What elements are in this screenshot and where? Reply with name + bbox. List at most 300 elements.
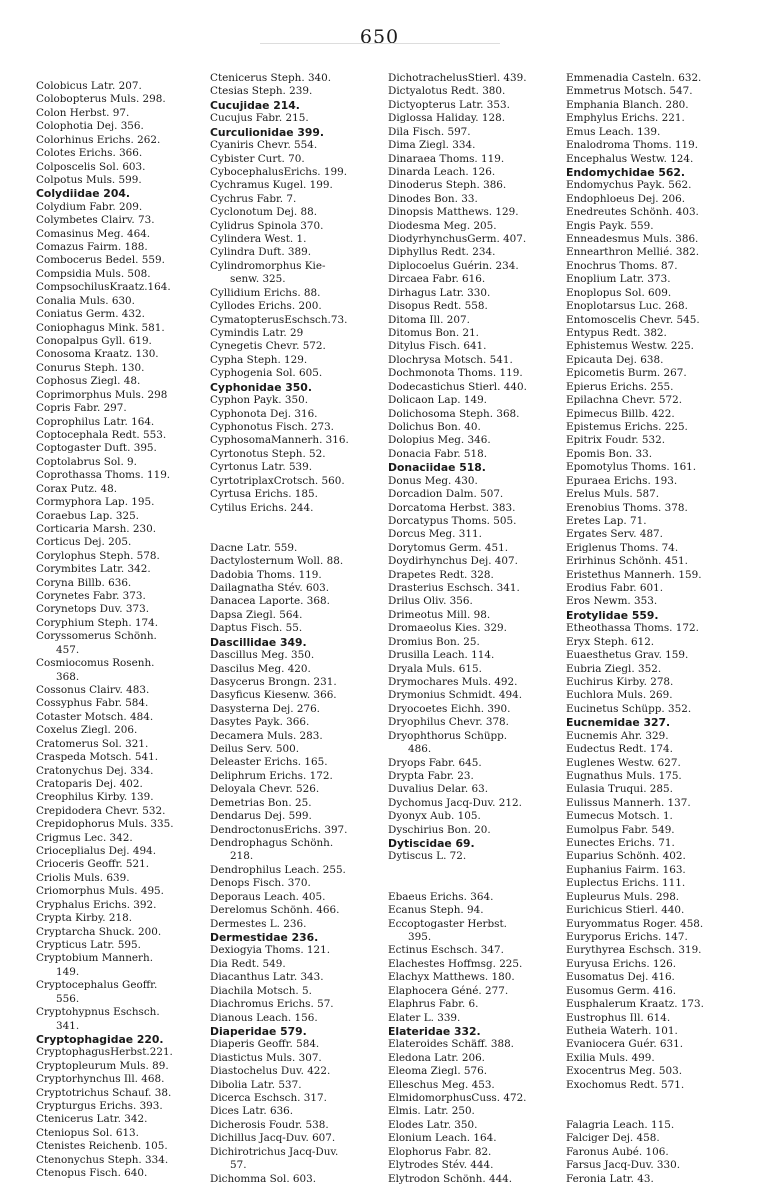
index-entry: Crypticus Latr. 595.: [36, 939, 141, 951]
index-entry: Ephistemus Westw. 225.: [566, 340, 694, 353]
index-entry: Enoplotarsus Luc. 268.: [566, 300, 688, 313]
index-entry: Doydirhynchus Dej. 407.: [388, 555, 518, 568]
index-entry: CyphosomaMannerh. 316.: [210, 434, 349, 447]
header-rule: [260, 43, 500, 44]
index-entry: Epilachna Chevr. 572.: [566, 394, 683, 407]
index-entry: Drymonius Schmidt. 494.: [388, 689, 522, 702]
index-entry: Cormyphora Lap. 195.: [36, 496, 155, 509]
index-entry: Coprothassa Thoms. 119.: [36, 469, 171, 482]
index-entry: Dadobia Thoms. 119.: [210, 568, 322, 581]
index-entry: Disopus Redt. 558.: [388, 300, 488, 313]
index-entry: Eurichicus Stierl. 440.: [566, 904, 685, 917]
index-entry: Dyonyx Aub. 105.: [388, 810, 481, 823]
index-entry: Euglenes Westw. 627.: [566, 756, 681, 769]
index-entry: Drypta Fabr. 23.: [388, 769, 474, 782]
index-entry: Epomotylus Thoms. 161.: [566, 461, 697, 474]
index-family-entry: Dascillidae 349.: [210, 635, 307, 649]
index-entry: Diachromus Erichs. 57.: [210, 998, 334, 1011]
index-entry: Dromius Bon. 25.: [388, 635, 480, 648]
index-entry: Denops Fisch. 370.: [210, 877, 311, 890]
index-entry: Dromaeolus Kies. 329.: [388, 622, 507, 635]
index-entry: Dexiogyia Thoms. 121.: [210, 944, 331, 957]
index-entry: Elachestes Hoffmsg. 225.: [388, 957, 523, 970]
index-entry: Drimeotus Mill. 98.: [388, 608, 491, 621]
index-entry: Dorcatypus Thoms. 505.: [388, 514, 517, 527]
index-entry: Dinopsis Matthews. 129.: [388, 206, 519, 219]
index-entry: Ebaeus Erichs. 364.: [388, 890, 494, 903]
index-entry: Exocentrus Meg. 503.: [566, 1065, 683, 1078]
index-entry: Eupleurus Muls. 298.: [566, 890, 680, 903]
index-entry: Dochmonota Thoms. 119.: [388, 367, 523, 380]
index-entry: Cychrus Fabr. 7.: [210, 192, 297, 205]
index-entry: Decamera Muls. 283.: [210, 729, 323, 742]
index-entry: Enneadesmus Muls. 386.: [566, 233, 699, 246]
index-entry: Daptus Fisch. 55.: [210, 622, 303, 635]
index-entry: Dinodes Bon. 33.: [388, 192, 478, 205]
index-entry: Dailagnatha Stév. 603.: [210, 582, 330, 594]
index-spacer: [566, 1105, 744, 1118]
index-entry: CryptophagusHerbst.221.: [36, 1046, 173, 1059]
index-entry: Drymochares Muls. 492.: [388, 675, 518, 688]
index-entry: Dactylosternum Woll. 88.: [210, 555, 344, 568]
index-entry: Cylindra Duft. 389.: [210, 246, 312, 259]
index-family-entry: Cryptophagidae 220.: [36, 1032, 164, 1046]
index-entry: Dapsa Ziegl. 564.: [210, 608, 303, 621]
index-entry: Epimecus Billb. 422.: [566, 407, 675, 420]
index-entry: Dicerca Eschsch. 317.: [210, 1092, 327, 1105]
index-entry: 457.: [56, 643, 80, 656]
index-entry: Eutheia Waterh. 101.: [566, 1024, 678, 1037]
index-entry: Crypta Kirby. 218.: [36, 912, 133, 925]
index-entry: Ditomus Bon. 21.: [388, 327, 479, 340]
index-entry: Diachila Motsch. 5.: [210, 984, 312, 997]
index-entry: Cryptopleurum Muls. 89.: [36, 1059, 169, 1072]
index-entry: Falciger Dej. 458.: [566, 1132, 660, 1145]
index-entry: Eumecus Motsch. 1.: [566, 810, 673, 823]
index-entry: Dima Ziegl. 334.: [388, 139, 476, 152]
index-family-entry: Colydiidae 204.: [36, 187, 130, 201]
index-entry: Evaniocera Guér. 631.: [566, 1038, 684, 1051]
index-entry: Ctesias Steph. 239.: [210, 85, 313, 98]
index-entry: Eumolpus Fabr. 549.: [566, 823, 675, 836]
index-entry: Enalodroma Thoms. 119.: [566, 139, 699, 152]
index-entry: Dryocoetes Eichh. 390.: [388, 702, 511, 715]
index-entry: Coptocephala Redt. 553.: [36, 428, 167, 441]
index-spacer: [388, 864, 566, 877]
index-entry: DiodyrhynchusGerm. 407.: [388, 233, 527, 246]
index-entry: Dasycerus Brongn. 231.: [210, 675, 337, 688]
index-entry: Coprimorphus Muls. 298: [36, 388, 168, 401]
index-entry: Cryptocephalus Geoffr.: [36, 979, 158, 992]
index-entry: Diglossa Haliday. 128.: [388, 112, 506, 125]
index-entry: Faronus Aubé. 106.: [566, 1145, 669, 1158]
index-entry: Euaesthetus Grav. 159.: [566, 649, 689, 662]
index-entry: Dicherosis Foudr. 538.: [210, 1118, 329, 1131]
index-entry: Criomorphus Muls. 495.: [36, 885, 164, 898]
index-entry: Cyrtonotus Steph. 52.: [210, 447, 326, 460]
index-entry: Dictyalotus Redt. 380.: [388, 85, 506, 98]
index-entry: Erodius Fabr. 601.: [566, 582, 664, 595]
index-entry: Enoplium Latr. 373.: [566, 273, 671, 286]
index-entry: Emphania Blanch. 280.: [566, 98, 689, 111]
index-entry: Ergates Serv. 487.: [566, 528, 663, 541]
index-entry: Eurythyrea Eschsch. 319.: [566, 944, 702, 957]
index-entry: Dascillus Meg. 350.: [210, 649, 315, 662]
index-entry: Colydium Fabr. 209.: [36, 200, 143, 213]
index-entry: Dolichus Bon. 40.: [388, 420, 481, 433]
index-entry: Diplocoelus Guérin. 234.: [388, 259, 519, 272]
index-entry: Colymbetes Clairv. 73.: [36, 214, 155, 227]
index-entry: Elachyx Matthews. 180.: [388, 971, 515, 984]
index-entry: Euchlora Muls. 269.: [566, 689, 673, 702]
index-entry: Elytrodes Stév. 444.: [388, 1159, 494, 1172]
index-entry: Engis Payk. 559.: [566, 219, 654, 232]
index-entry: Cylindera West. 1.: [210, 233, 307, 246]
index-entry: Elleschus Meg. 453.: [388, 1078, 495, 1091]
index-entry: Deilus Serv. 500.: [210, 743, 300, 756]
index-entry: Colorhinus Erichs. 262.: [36, 133, 161, 146]
index-entry: Dychomus Jacq-Duv. 212.: [388, 796, 522, 809]
index-entry: Cyphonotus Fisch. 273.: [210, 420, 334, 433]
index-entry: Epicometis Burm. 267.: [566, 367, 687, 380]
index-entry: Cylidrus Spinola 370.: [210, 219, 324, 232]
index-entry: Cryptorhynchus Ill. 468.: [36, 1073, 165, 1086]
index-entry: Dolichosoma Steph. 368.: [388, 407, 520, 420]
index-entry: Entomoscelis Chevr. 545.: [566, 313, 700, 326]
index-entry: Exochomus Redt. 571.: [566, 1078, 685, 1091]
index-entry: Elateroides Schäff. 388.: [388, 1038, 514, 1051]
index-entry: Ctenicerus Latr. 342.: [36, 1113, 148, 1126]
index-entry: Dermestes L. 236.: [210, 917, 307, 930]
index-entry: Diastochelus Duv. 422.: [210, 1065, 331, 1078]
index-entry: Euphanius Fairm. 163.: [566, 863, 686, 876]
index-entry: Eryx Steph. 612.: [566, 635, 655, 648]
index-entry: Colophotia Dej. 356.: [36, 120, 144, 133]
index-entry: Eledona Latr. 206.: [388, 1051, 485, 1064]
index-entry: Elaphrus Fabr. 6.: [388, 998, 479, 1011]
index-entry: Entypus Redt. 382.: [566, 327, 667, 340]
index-entry: Elaphocera Géné. 277.: [388, 984, 509, 997]
index-entry: Coptolabrus Sol. 9.: [36, 455, 137, 468]
index-entry: Cteniopus Sol. 613.: [36, 1126, 139, 1139]
index-entry: Eccoptogaster Herbst.: [388, 917, 507, 930]
index-family-entry: Cyphonidae 350.: [210, 380, 312, 394]
index-entry: Eusomus Germ. 416.: [566, 984, 677, 997]
index-entry: Criolis Muls. 639.: [36, 871, 130, 884]
index-entry: Diodesma Meg. 205.: [388, 219, 497, 232]
index-entry: Eunectes Erichs. 71.: [566, 837, 675, 850]
index-entry: Conalia Muls. 630.: [36, 294, 135, 307]
index-entry: Deporaus Leach. 405.: [210, 890, 326, 903]
index-family-entry: Cucujidae 214.: [210, 98, 300, 112]
index-entry: Cryphalus Erichs. 392.: [36, 898, 157, 911]
index-entry: Cossonus Clairv. 483.: [36, 683, 150, 696]
index-entry: Dices Latr. 636.: [210, 1105, 294, 1118]
index-entry: Ditoma Ill. 207.: [388, 313, 470, 326]
index-family-entry: Endomychidae 562.: [566, 165, 686, 179]
index-entry: Diacanthus Latr. 343.: [210, 971, 324, 984]
index-family-entry: Elateridae 332.: [388, 1024, 481, 1038]
index-entry: DichotrachelusStierl. 439.: [388, 72, 527, 84]
index-entry: Craspeda Motsch. 541.: [36, 751, 159, 764]
index-entry: Conopalpus Gyll. 619.: [36, 335, 152, 348]
index-entry: Dorcadion Dalm. 507.: [388, 488, 504, 501]
index-entry: Coprophilus Latr. 164.: [36, 415, 155, 428]
index-entry: Dorcus Meg. 311.: [388, 528, 482, 541]
index-entry: Dasysterna Dej. 276.: [210, 702, 320, 715]
index-family-entry: Erotylidae 559.: [566, 608, 659, 622]
index-entry: Drilus Oliv. 356.: [388, 595, 473, 608]
index-entry: Dirhagus Latr. 330.: [388, 286, 491, 299]
index-entry: Crigmus Lec. 342.: [36, 831, 133, 844]
index-entry: Dendrophagus Schönh.: [210, 837, 334, 850]
index-entry: Falagria Leach. 115.: [566, 1118, 675, 1131]
index-entry: Combocerus Bedel. 559.: [36, 254, 165, 267]
index-entry: Ditylus Fisch. 641.: [388, 340, 487, 353]
index-entry: Copris Fabr. 297.: [36, 402, 127, 415]
index-column-4: [566, 72, 744, 1186]
index-entry: Dichirotrichus Jacq-Duv.: [210, 1145, 339, 1158]
index-entry: Corynetops Duv. 373.: [36, 603, 150, 616]
index-entry: Cyphon Payk. 350.: [210, 394, 309, 407]
index-entry: Cylindromorphus Kie-: [210, 259, 326, 272]
index-entry: CybocephalusErichs. 199.: [210, 165, 348, 178]
index-entry: Cymindis Latr. 29: [210, 327, 304, 340]
index-entry: Eubria Ziegl. 352.: [566, 662, 662, 675]
index-entry: Diaperis Geoffr. 584.: [210, 1038, 320, 1051]
index-entry: Crepidophorus Muls. 335.: [36, 818, 174, 831]
index-entry: Colobopterus Muls. 298.: [36, 93, 166, 106]
index-entry: Epuraea Erichs. 193.: [566, 474, 678, 487]
index-entry: Crypturgus Erichs. 393.: [36, 1100, 163, 1113]
index-entry: Cyllidium Erichs. 88.: [210, 286, 321, 299]
index-entry: Feronia Latr. 43.: [566, 1172, 654, 1185]
index-entry: Drasterius Eschsch. 341.: [388, 582, 520, 595]
index-entry: Corax Putz. 48.: [36, 482, 117, 495]
index-entry: DendroctonusErichs. 397.: [210, 823, 348, 836]
index-entry: Cynegetis Chevr. 572.: [210, 340, 326, 353]
index-entry: Dia Redt. 549.: [210, 957, 286, 970]
index-entry: Erirhinus Schönh. 451.: [566, 555, 688, 568]
index-entry: Conurus Steph. 130.: [36, 361, 145, 374]
index-entry: Dyschirius Bon. 20.: [388, 823, 491, 836]
index-entry: Emphylus Erichs. 221.: [566, 112, 685, 125]
index-entry: Coryphium Steph. 174.: [36, 616, 159, 629]
index-entry: Cratonychus Dej. 334.: [36, 764, 154, 777]
index-entry: Cyrtusa Erichs. 185.: [210, 488, 318, 501]
index-entry: Donus Meg. 430.: [388, 474, 478, 487]
index-entry: Drusilla Leach. 114.: [388, 649, 495, 662]
index-entry: Drapetes Redt. 328.: [388, 568, 494, 581]
index-entry: Dasytes Payk. 366.: [210, 716, 310, 729]
index-entry: Ctenicerus Steph. 340.: [210, 72, 332, 84]
index-entry: Dichillus Jacq-Duv. 607.: [210, 1132, 336, 1145]
index-family-entry: Dermestidae 236.: [210, 930, 319, 944]
index-spacer: [210, 528, 385, 541]
index-entry: Ennearthron Mellié. 382.: [566, 246, 700, 259]
index-entry: Farsus Jacq-Duv. 330.: [566, 1159, 681, 1172]
index-entry: Cratoparis Dej. 402.: [36, 777, 143, 790]
index-entry: Euryommatus Roger. 458.: [566, 917, 704, 930]
index-entry: Crepidodera Chevr. 532.: [36, 804, 166, 817]
index-column-1: [36, 80, 206, 1181]
index-entry: Corymbites Latr. 342.: [36, 563, 151, 576]
index-entry: Cybister Curt. 70.: [210, 152, 305, 165]
index-entry: Coniatus Germ. 432.: [36, 308, 145, 321]
index-entry: Cryptobium Mannerh.: [36, 952, 154, 965]
index-entry: ElmidomorphusCuss. 472.: [388, 1092, 527, 1105]
index-entry: Coraebus Lap. 325.: [36, 509, 139, 522]
index-entry: Cyclonotum Dej. 88.: [210, 206, 318, 219]
index-entry: 486.: [408, 743, 432, 756]
index-entry: Eulasia Truqui. 285.: [566, 783, 673, 796]
index-entry: Eleoma Ziegl. 576.: [388, 1065, 488, 1078]
index-family-entry: Eucnemidae 327.: [566, 716, 671, 730]
index-entry: Dytiscus L. 72.: [388, 850, 467, 863]
index-entry: Euchirus Kirby. 278.: [566, 675, 674, 688]
index-entry: Exilia Muls. 499.: [566, 1051, 655, 1064]
index-entry: Colposcelis Sol. 603.: [36, 160, 146, 173]
index-entry: Cryptarcha Shuck. 200.: [36, 925, 162, 938]
index-entry: Dichomma Sol. 603.: [210, 1172, 317, 1185]
index-entry: Deleaster Erichs. 165.: [210, 756, 328, 769]
index-entry: CymatopterusEschsch.73.: [210, 313, 348, 326]
index-entry: senw. 325.: [230, 273, 286, 286]
index-spacer: [566, 1092, 744, 1105]
index-entry: Epitrix Foudr. 532.: [566, 434, 665, 447]
index-entry: Colotes Erichs. 366.: [36, 147, 143, 160]
index-entry: Endophloeus Dej. 206.: [566, 192, 686, 205]
index-entry: Cyllodes Erichs. 200.: [210, 300, 322, 313]
index-entry: Eros Newm. 353.: [566, 595, 658, 608]
index-entry: Dianous Leach. 156.: [210, 1011, 318, 1024]
index-entry: Eriglenus Thoms. 74.: [566, 541, 679, 554]
index-entry: Danacea Laporte. 368.: [210, 595, 330, 608]
index-entry: Euryporus Erichs. 147.: [566, 931, 688, 943]
index-entry: Colon Herbst. 97.: [36, 106, 130, 119]
index-entry: Dacne Latr. 559.: [210, 541, 298, 554]
index-entry: Derelomus Schönh. 466.: [210, 904, 340, 917]
index-entry: 395.: [408, 930, 432, 943]
index-entry: Cypha Steph. 129.: [210, 353, 308, 366]
index-entry: Dolicaon Lap. 149.: [388, 394, 487, 407]
index-entry: Euparius Schönh. 402.: [566, 850, 686, 863]
index-entry: Diphyllus Redt. 234.: [388, 246, 496, 259]
index-entry: Cytilus Erichs. 244.: [210, 501, 314, 514]
index-entry: Deloyala Chevr. 526.: [210, 783, 320, 796]
index-entry: Elater L. 339.: [388, 1011, 461, 1024]
index-entry: Dorcatoma Herbst. 383.: [388, 501, 516, 514]
index-entry: Eusphalerum Kraatz. 173.: [566, 998, 704, 1011]
index-entry: Encephalus Westw. 124.: [566, 152, 694, 165]
index-entry: Eucnemis Ahr. 329.: [566, 729, 669, 742]
index-entry: Dascilus Meg. 420.: [210, 662, 311, 675]
index-entry: Ecanus Steph. 94.: [388, 904, 484, 917]
index-entry: Euplectus Erichs. 111.: [566, 877, 686, 890]
index-entry: 57.: [230, 1159, 247, 1172]
index-entry: Dictyopterus Latr. 353.: [388, 98, 510, 111]
index-entry: Elodes Latr. 350.: [388, 1118, 478, 1131]
index-entry: Eretes Lap. 71.: [566, 514, 647, 527]
index-entry: Dinoderus Steph. 386.: [388, 179, 507, 192]
index-entry: Endomychus Payk. 562.: [566, 179, 692, 192]
index-columns: [36, 72, 736, 1185]
index-column-2: [210, 72, 385, 1186]
index-entry: Dinaraea Thoms. 119.: [388, 152, 505, 165]
index-entry: Elytrodon Schönh. 444.: [388, 1172, 513, 1185]
index-entry: CyrtotriplaxCrotsch. 560.: [210, 474, 345, 487]
index-entry: Comazus Fairm. 188.: [36, 241, 148, 254]
index-entry: Demetrias Bon. 25.: [210, 796, 312, 809]
index-entry: Donacia Fabr. 518.: [388, 447, 488, 460]
index-entry: Cryptohypnus Eschsch.: [36, 1006, 160, 1019]
index-entry: Ctenopus Fisch. 640.: [36, 1167, 148, 1180]
index-entry: Emus Leach. 139.: [566, 125, 661, 138]
index-entry: Epicauta Dej. 638.: [566, 353, 664, 366]
index-family-entry: Diaperidae 579.: [210, 1024, 307, 1038]
index-entry: Eucinetus Schüpp. 352.: [566, 702, 692, 715]
index-entry: Coryna Billb. 636.: [36, 576, 132, 589]
index-entry: Deliphrum Erichs. 172.: [210, 769, 333, 782]
index-entry: Dorytomus Germ. 451.: [388, 541, 509, 554]
index-entry: 368.: [56, 670, 80, 683]
index-entry: Colobicus Latr. 207.: [36, 80, 142, 92]
index-entry: Comasinus Meg. 464.: [36, 227, 151, 240]
index-entry: Cratomerus Sol. 321.: [36, 737, 149, 750]
index-entry: Dryops Fabr. 645.: [388, 756, 482, 769]
index-entry: Dlochrysa Motsch. 541.: [388, 353, 513, 366]
index-entry: Enoplopus Sol. 609.: [566, 286, 672, 299]
index-entry: Coniophagus Mink. 581.: [36, 321, 165, 334]
index-entry: Dinarda Leach. 126.: [388, 165, 496, 178]
index-entry: Emmetrus Motsch. 547.: [566, 85, 693, 98]
index-entry: Eulissus Mannerh. 137.: [566, 796, 691, 809]
index-entry: Colpotus Muls. 599.: [36, 173, 142, 186]
index-spacer: [388, 877, 566, 890]
index-entry: CompsochilusKraatz.164.: [36, 281, 171, 294]
index-family-entry: Curculionidae 399.: [210, 125, 324, 139]
index-entry: Eudectus Redt. 174.: [566, 743, 673, 756]
index-entry: Epomis Bon. 33.: [566, 447, 653, 460]
index-entry: Epistemus Erichs. 225.: [566, 420, 688, 433]
index-entry: Crioceplialus Dej. 494.: [36, 845, 157, 858]
index-entry: Dendrophilus Leach. 255.: [210, 863, 346, 876]
index-entry: Cyphogenia Sol. 605.: [210, 367, 323, 380]
index-entry: Erenobius Thoms. 378.: [566, 501, 688, 514]
index-entry: Emmenadia Casteln. 632.: [566, 72, 702, 84]
index-entry: Cophosus Ziegl. 48.: [36, 375, 141, 388]
index-entry: Eusomatus Dej. 416.: [566, 971, 675, 984]
index-entry: Coptogaster Duft. 395.: [36, 442, 157, 455]
index-entry: Epierus Erichs. 255.: [566, 380, 674, 393]
index-entry: Cryptotrichus Schauf. 38.: [36, 1086, 172, 1099]
index-entry: Creophilus Kirby. 139.: [36, 791, 154, 804]
index-entry: Euryusa Erichs. 126.: [566, 957, 677, 970]
index-entry: Dryophthorus Schüpp.: [388, 729, 508, 742]
index-entry: Coryssomerus Schönh.: [36, 630, 157, 643]
page-number: 650: [359, 26, 400, 48]
index-entry: Crioceris Geoffr. 521.: [36, 858, 150, 871]
index-entry: Erelus Muls. 587.: [566, 488, 660, 501]
index-column-3: [388, 72, 566, 1186]
index-entry: Dryophilus Chevr. 378.: [388, 716, 509, 729]
index-entry: 341.: [56, 1019, 80, 1032]
index-entry: Elonium Leach. 164.: [388, 1132, 497, 1145]
index-entry: Ectinus Eschsch. 347.: [388, 944, 504, 957]
index-entry: Ctenistes Reichenb. 105.: [36, 1140, 168, 1153]
index-entry: Elophorus Fabr. 82.: [388, 1145, 492, 1158]
index-entry: Dasyficus Kiesenw. 366.: [210, 689, 337, 702]
